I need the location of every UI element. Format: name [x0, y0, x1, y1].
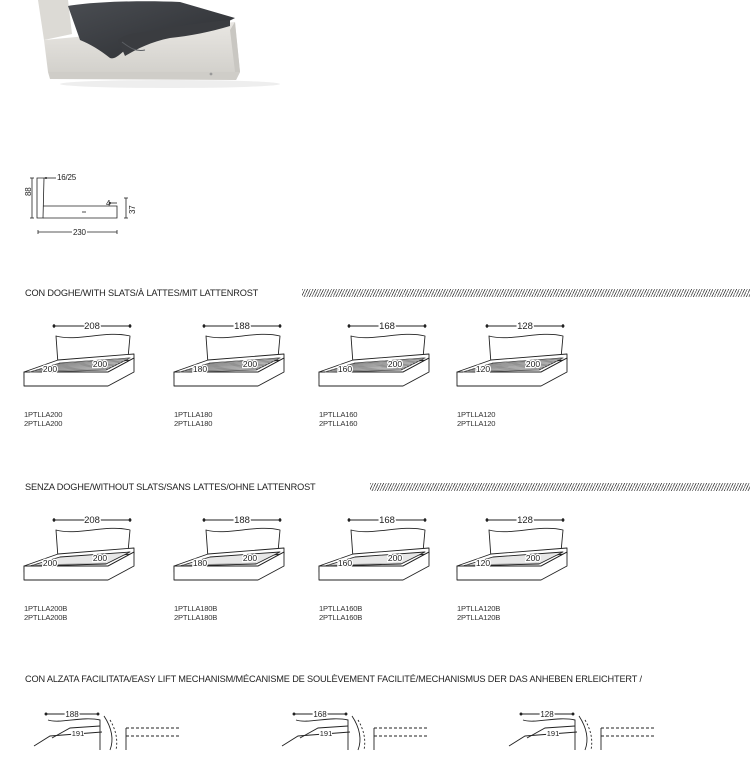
bed-item	[22, 320, 162, 405]
dim-mattress-length: 191	[71, 729, 85, 738]
section-divider	[302, 289, 750, 297]
easy-lift-drawing	[505, 706, 715, 766]
product-code: 1PTLLA200	[24, 410, 63, 419]
bed-drawing	[172, 320, 312, 400]
dim-bed-width: 168	[313, 710, 327, 719]
dim-bed-width: 168	[379, 321, 395, 332]
bed-drawing	[317, 514, 457, 594]
dim-mattress-width: 160	[337, 364, 353, 374]
product-code: 1PTLLA180	[174, 410, 213, 419]
dim-mattress-length: 200	[525, 359, 541, 369]
bed-item	[22, 514, 162, 599]
bed-item	[455, 320, 595, 405]
product-code: 2PTLLA120B	[457, 613, 501, 622]
easy-lift-drawing	[278, 706, 488, 766]
bed-item	[172, 514, 312, 599]
dim-frame-height: 37	[128, 205, 137, 214]
product-codes	[174, 604, 217, 622]
dim-slat-offset: 4	[106, 199, 111, 208]
dim-bed-width: 128	[540, 710, 554, 719]
product-code: 1PTLLA160	[319, 410, 358, 419]
product-codes	[24, 604, 67, 622]
bed-drawing	[455, 514, 595, 594]
dim-mattress-length: 200	[242, 553, 258, 563]
product-codes	[457, 410, 495, 428]
dim-mattress-length: 200	[387, 553, 403, 563]
bed-item	[317, 514, 457, 599]
product-codes	[24, 410, 62, 428]
bed-drawing	[455, 320, 595, 400]
product-codes	[457, 604, 500, 622]
bed-item	[172, 320, 312, 405]
bed-drawing	[22, 320, 162, 400]
dim-mattress-length: 200	[525, 553, 541, 563]
dim-bed-width: 128	[517, 515, 533, 526]
bed-drawing	[317, 320, 457, 400]
dim-mattress-width: 120	[475, 558, 491, 568]
product-code: 2PTLLA160B	[319, 613, 363, 622]
bed-drawing	[172, 514, 312, 594]
dim-bed-width: 128	[517, 321, 533, 332]
product-codes	[319, 604, 362, 622]
dim-mattress-width: 180	[192, 558, 208, 568]
product-code: 2PTLLA180	[174, 419, 213, 428]
easy-lift-drawing	[30, 706, 240, 766]
dim-mattress-width: 200	[42, 364, 58, 374]
bed-item	[455, 514, 595, 599]
product-code: 2PTLLA200	[24, 419, 63, 428]
section-title-easy-lift: CON ALZATA FACILITATA/EASY LIFT MECHANISM/MÉCANISME DE SOULÈVEMENT FACILITÉ/MECHANISMUS DER DAS ANHEBEN ERLEICHTERT /	[25, 674, 642, 684]
product-code: 1PTLLA180B	[174, 604, 218, 613]
dim-bed-width: 208	[84, 515, 100, 526]
product-code: 1PTLLA200B	[24, 604, 68, 613]
product-codes	[319, 410, 357, 428]
dim-bed-width: 188	[65, 710, 79, 719]
dim-bed-width: 168	[379, 515, 395, 526]
bed-product-photo	[30, 0, 280, 90]
dim-bed-width: 188	[234, 321, 250, 332]
dim-mattress-width: 160	[337, 558, 353, 568]
dim-headboard-depth: 16/25	[57, 173, 77, 182]
product-code: 1PTLLA160B	[319, 604, 363, 613]
product-codes	[174, 410, 212, 428]
product-code: 2PTLLA180B	[174, 613, 218, 622]
section-title-with-slats: CON DOGHE/WITH SLATS/À LATTES/MIT LATTENROST	[25, 288, 259, 298]
section-divider	[370, 483, 750, 491]
dim-mattress-width: 200	[42, 558, 58, 568]
dim-mattress-width: 120	[475, 364, 491, 374]
dim-mattress-length: 200	[92, 553, 108, 563]
dim-mattress-length: 200	[92, 359, 108, 369]
dim-bed-width: 208	[84, 321, 100, 332]
product-code: 2PTLLA160	[319, 419, 358, 428]
dim-mattress-length: 200	[387, 359, 403, 369]
section-title-without-slats: SENZA DOGHE/WITHOUT SLATS/SANS LATTES/OHNE LATTENROST	[25, 482, 316, 492]
bed-item	[317, 320, 457, 405]
product-code: 1PTLLA120	[457, 410, 496, 419]
dim-mattress-length: 191	[546, 729, 560, 738]
product-code: 1PTLLA120B	[457, 604, 501, 613]
product-code: 2PTLLA200B	[24, 613, 68, 622]
dim-mattress-length: 200	[242, 359, 258, 369]
dim-length: 230	[73, 228, 86, 237]
dim-mattress-length: 191	[319, 729, 333, 738]
dim-bed-width: 188	[234, 515, 250, 526]
bed-drawing	[22, 514, 162, 594]
dim-mattress-width: 180	[192, 364, 208, 374]
dim-headboard-height: 88	[24, 187, 33, 196]
product-code: 2PTLLA120	[457, 419, 496, 428]
